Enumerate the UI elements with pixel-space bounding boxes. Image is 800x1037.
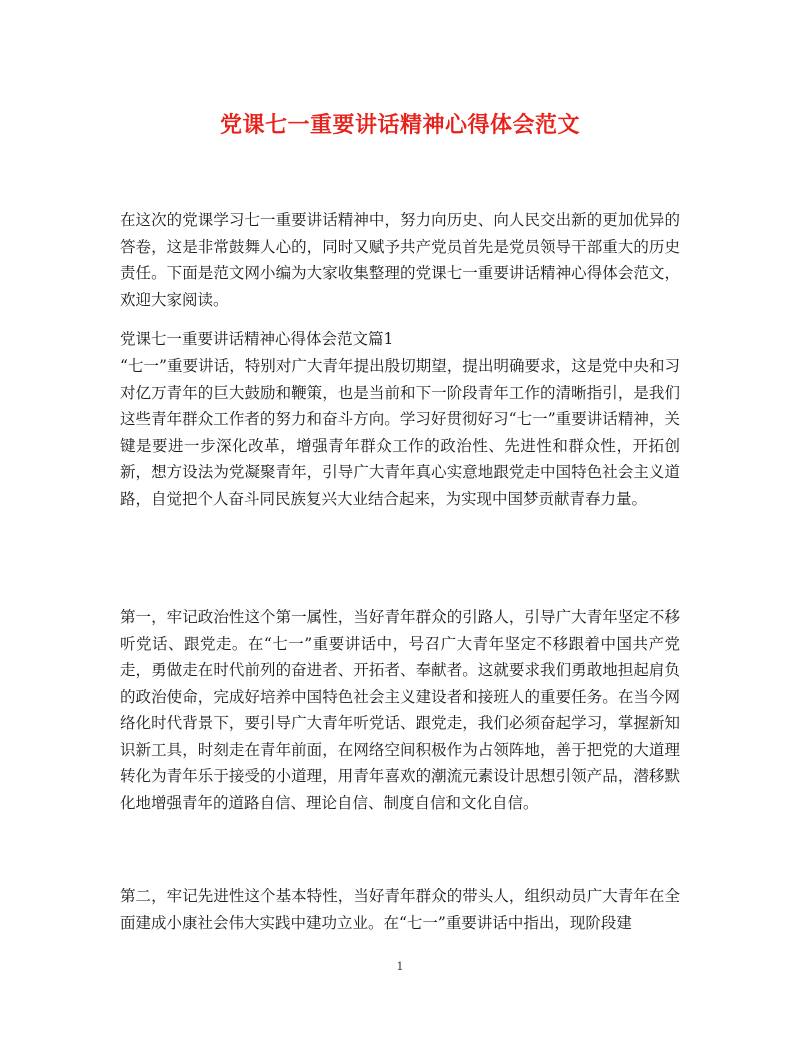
body-paragraph (120, 353, 680, 512)
body-paragraph (120, 604, 680, 816)
paragraph-text: “七一”重要讲话，特别对广大青年提出殷切期望，提出明确要求，这是党中央和习对亿万青年的巨大鼓励和鞭策，也是当前和下一阶段青年工作的清晰指引，是我们这些青年群众工作者的努力和奋斗方向。学习好贯彻好习“七一”重要讲话精神，关键是要进一步深化改革，增强青年群众工作的政治性、先进性和群众性，开拓创新，想方设法为党凝聚青年，引导广大青年真心实意地跟党走中国特色社会主义道路，自觉把个人奋斗同民族复兴大业结合起来，为实现中国梦贡献青春力量。 (120, 357, 680, 508)
intro-paragraph (120, 207, 680, 313)
body-paragraph (120, 883, 680, 936)
paragraph-text: 第二，牢记先进性这个基本特性，当好青年群众的带头人，组织动员广大青年在全面建成小康社会伟大实践中建功立业。在“七一”重要讲话中指出，现阶段建 (120, 887, 680, 932)
section-heading (120, 326, 680, 353)
paragraph-text: 第一，牢记政治性这个第一属性，当好青年群众的引路人，引导广大青年坚定不移听党话、跟党走。在“七一”重要讲话中，号召广大青年坚定不移跟着中国共产党走，勇做走在时代前列的奋进者、开拓者、奉献者。这就要求我们勇敢地担起肩负的政治使命，完成好培养中国特色社会主义建设者和接班人的重要任务。在当今网络化时代背景下，要引导广大青年听党话、跟党走，我们必须奋起学习，掌握新知识新工具，时刻走在青年前面，在网络空间积极作为占领阵地，善于把党的大道理转化为青年乐于接受的小道理，用青年喜欢的潮流元素设计思想引领产品，潜移默化地增强青年的道路自信、理论自信、制度自信和文化自信。 (120, 608, 680, 812)
section-heading-text: 党课七一重要讲话精神心得体会范文篇1 (120, 330, 394, 348)
document-title: 党课七一重要讲话精神心得体会范文 (219, 112, 580, 138)
page-number: 1 (396, 960, 404, 973)
paragraph-text: 在这次的党课学习七一重要讲话精神中，努力向历史、向人民交出新的更加优异的答卷，这是非常鼓舞人心的，同时又赋予共产党员首先是党员领导干部重大的历史责任。下面是范文网小编为大家收集整理的党课七一重要讲话精神心得体会范文，欢迎大家阅读。 (120, 211, 680, 309)
